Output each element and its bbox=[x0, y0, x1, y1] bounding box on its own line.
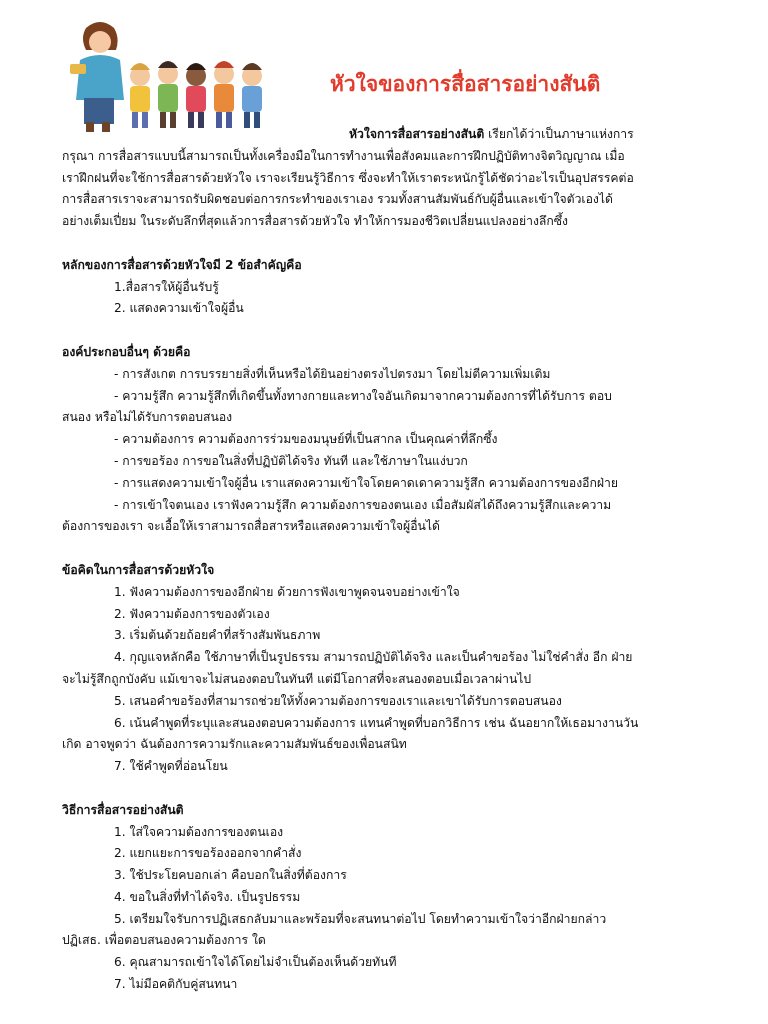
method-item: 3. ใช้ประโยคบอกเล่า คือบอกในสิ่งที่ต้องการ bbox=[114, 868, 347, 883]
component-item: - ความต้องการ ความต้องการร่วมของมนุษย์ที่เป็นสากล เป็นคุณค่าที่ลึกซึ้ง bbox=[114, 432, 498, 447]
principles-heading: หลักของการสื่อสารด้วยหัวใจมี 2 ข้อสำคัญคือ bbox=[62, 257, 302, 272]
intro-line: อย่างเต็มเปี่ยม ในระดับลึกที่สุดแล้วการสื่อสารด้วยหัวใจ ทำให้การมองชีวิตเปลี่ยนแปลงอย่างลึกซึ้ง bbox=[62, 214, 568, 229]
tips-heading: ข้อคิดในการสื่อสารด้วยหัวใจ bbox=[62, 562, 215, 577]
component-item: - การเข้าใจตนเอง เราฟังความรู้สึก ความต้องการของตนเอง เมื่อสัมผัสได้ถึงความรู้สึกและความ bbox=[114, 497, 612, 512]
methods-heading: วิธีการสื่อสารอย่างสันติ bbox=[62, 802, 184, 817]
method-item: 5. เตรียมใจรับการปฏิเสธกลับมาและพร้อมที่จะสนทนาต่อไป โดยทำความเข้าใจว่าอีกฝ่ายกล่าว bbox=[114, 911, 607, 926]
component-item: - การสังเกต การบรรยายสิ่งที่เห็นหรือได้ยินอย่างตรงไปตรงมา โดยไม่ตีความเพิ่มเติม bbox=[114, 366, 551, 381]
method-item: 2. แยกแยะการขอร้องออกจากคำสั่ง bbox=[114, 846, 302, 861]
principle-item: 1.สื่อสารให้ผู้อื่นรับรู้ bbox=[114, 279, 219, 294]
component-item: - ความรู้สึก ความรู้สึกที่เกิดขึ้นทั้งทางกายและทางใจอันเกิดมาจากความต้องการที่ได้รับการ ตอบ bbox=[114, 388, 612, 403]
intro-line: กรุณา การสื่อสารแบบนี้สามารถเป็นทั้งเครื่องมือในการทำงานเพื่อสังคมและการฝึกปฏิบัติทางจิตวิญญาณ เมื่อ bbox=[62, 148, 625, 163]
method-item: 6. คุณสามารถเข้าใจได้โดยไม่จำเป็นต้องเห็นด้วยทันที bbox=[114, 955, 397, 970]
document-title: หัวใจของการสื่อสารอย่างสันติ bbox=[330, 72, 601, 96]
component-item: - การแสดงความเข้าใจผู้อื่น เราแสดงความเข้าใจโดยคาดเดาความรู้สึก ความต้องการของอีกฝ่าย bbox=[114, 475, 618, 490]
intro-line: การสื่อสารเราจะสามารถรับผิดชอบต่อการกระทำของเราเอง รวมทั้งสานสัมพันธ์กับผู้อื่นและเข้าใจตัวเองได้ bbox=[62, 192, 613, 207]
intro-text: เรียกได้ว่าเป็นภาษาแห่งการ bbox=[484, 127, 634, 141]
tip-item: 4. กุญแจหลักคือ ใช้ภาษาที่เป็นรูปธรรม สามารถปฏิบัติได้จริง และเป็นคำขอร้อง ไม่ใช่คำสั่ง อีก ฝ่าย bbox=[114, 650, 633, 665]
method-item: 7. ไม่มีอคติกับคู่สนทนา bbox=[114, 977, 238, 992]
teacher-with-children-illustration bbox=[66, 18, 276, 136]
component-item: - การขอร้อง การขอในสิ่งที่ปฏิบัติได้จริง ทันที และใช้ภาษาในแง่บวก bbox=[114, 453, 468, 468]
tip-item-continuation: จะไม่รู้สึกถูกบังคับ แม้เขาจะไม่สนองตอบในทันที แต่มีโอกาสที่จะสนองตอบเมื่อเวลาผ่านไป bbox=[62, 671, 532, 686]
tip-item: 6. เน้นคำพูดที่ระบุและสนองตอบความต้องการ แทนคำพูดที่บอกวิธีการ เช่น ฉันอยากให้เธอมางานวัน bbox=[114, 715, 639, 730]
method-item-continuation: ปฏิเสธ. เพื่อตอบสนองความต้องการ ใด bbox=[62, 933, 266, 948]
intro-bold-lead: หัวใจการสื่อสารอย่างสันติ bbox=[349, 127, 485, 141]
component-item-continuation: ต้องการของเรา จะเอื้อให้เราสามารถสื่อสารหรือแสดงความเข้าใจผู้อื่นได้ bbox=[62, 519, 440, 534]
tip-item: 2. ฟังความต้องการของตัวเอง bbox=[114, 606, 270, 621]
document-body bbox=[62, 124, 714, 996]
teacher-figure bbox=[70, 22, 124, 132]
tip-item: 1. ฟังความต้องการของอีกฝ่าย ด้วยการฟังเขาพูดจนจบอย่างเข้าใจ bbox=[114, 584, 460, 599]
tip-item-continuation: เกิด อาจพูดว่า ฉันต้องการความรักและความสัมพันธ์ของเพื่อนสนิท bbox=[62, 737, 407, 752]
components-heading: องค์ประกอบอื่นๆ ด้วยคือ bbox=[62, 344, 191, 359]
tip-item: 5. เสนอคำขอร้องที่สามารถช่วยให้ทั้งความต้องการของเราและเขาได้รับการตอบสนอง bbox=[114, 693, 562, 708]
children-group bbox=[130, 61, 262, 128]
component-item-continuation: สนอง หรือไม่ได้รับการตอบสนอง bbox=[62, 410, 233, 425]
tip-item: 7. ใช้คำพูดที่อ่อนโยน bbox=[114, 759, 228, 774]
intro-line: เราฝึกฝนที่จะใช้การสื่อสารด้วยหัวใจ เราจะเรียนรู้วิธีการ ซึ่งจะทำให้เราตระหนักรู้ได้ชัดว่าอะไรเป็นอุปสรรคต่อ bbox=[62, 170, 634, 185]
method-item: 1. ใส่ใจความต้องการของตนเอง bbox=[114, 824, 284, 839]
intro-line bbox=[62, 124, 714, 146]
principle-item: 2. แสดงความเข้าใจผู้อื่น bbox=[114, 301, 244, 316]
tip-item: 3. เริ่มต้นด้วยถ้อยคำที่สร้างสัมพันธภาพ bbox=[114, 628, 321, 643]
method-item: 4. ขอในสิ่งที่ทำได้จริง. เป็นรูปธรรม bbox=[114, 889, 301, 904]
